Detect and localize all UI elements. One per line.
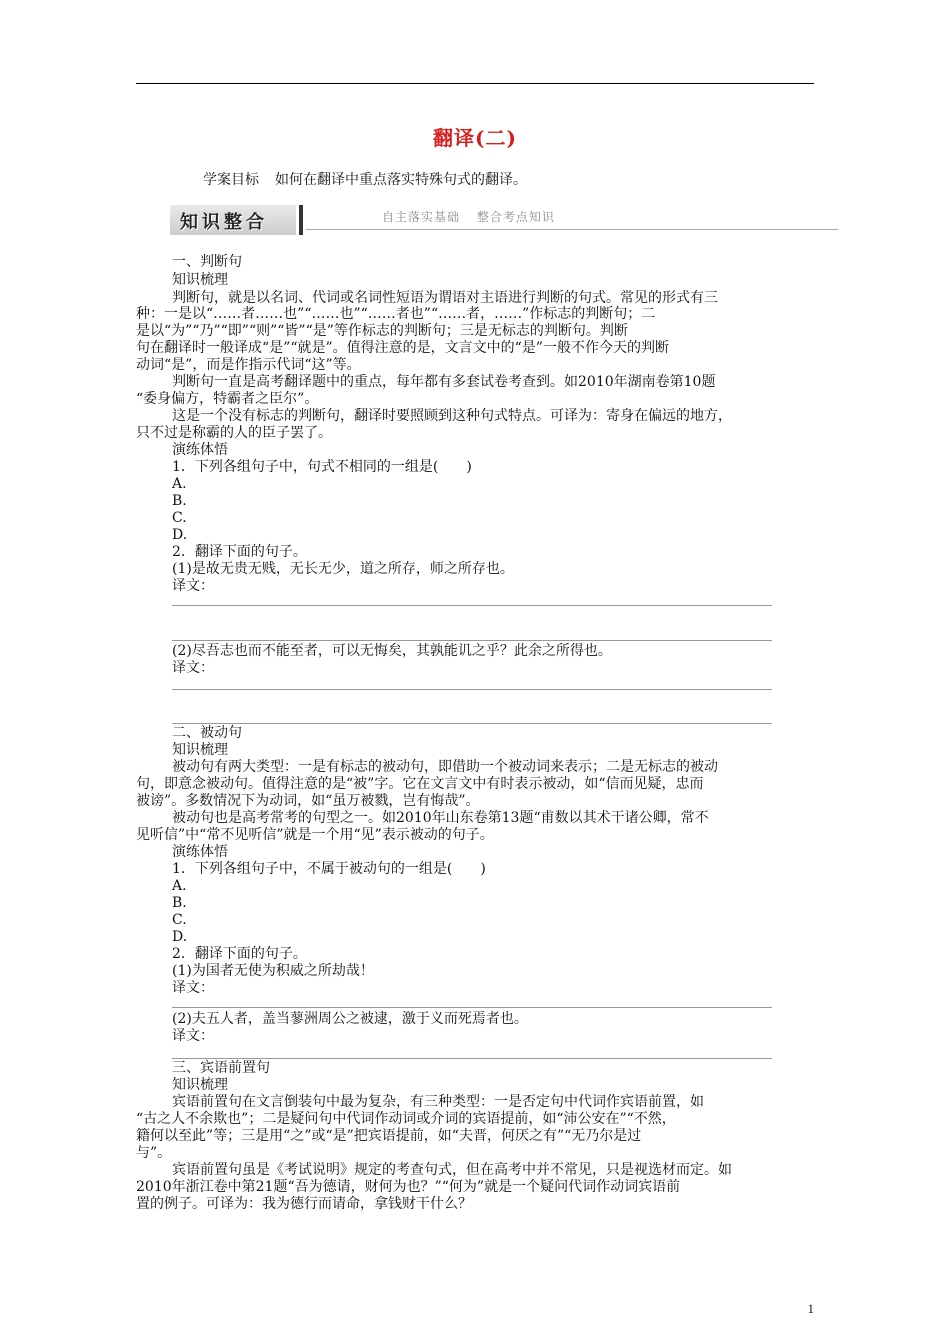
- option-d: D.: [172, 929, 188, 945]
- paragraph-line: 这是一个没有标志的判断句，翻译时要照顾到这种句式特点。可译为：寄身在偏远的地方，: [172, 408, 732, 424]
- question: 2．翻译下面的句子。: [172, 946, 307, 962]
- section-heading: 二、被动句: [172, 725, 242, 741]
- translation-label: 译文：: [172, 660, 214, 676]
- subheading: 知识梳理: [172, 742, 228, 758]
- option-a: A.: [172, 878, 187, 894]
- option-a: A.: [172, 476, 187, 492]
- banner-subtitle: 自主落实基础 整合考点知识: [382, 210, 555, 224]
- paragraph-line: 籍何以至此”等；三是用“之”或“是”把宾语提前，如“夫晋，何厌之有”“无乃尔是过: [136, 1128, 642, 1144]
- paragraph-line: 被谤”。多数情况下为动词，如“虽万被戮，岂有悔哉”。: [136, 793, 480, 809]
- subheading: 知识梳理: [172, 272, 228, 288]
- header-rule: [136, 83, 814, 84]
- paragraph-line: 判断句一直是高考翻译题中的重点，每年都有多套试卷考查到。如2010年湖南卷第10题: [172, 374, 716, 390]
- paragraph-line: 种：一是以“……者……也”“……也”“……者也”“……者，……”作标志的判断句；二: [136, 306, 656, 322]
- section-heading: 三、宾语前置句: [172, 1060, 270, 1076]
- paragraph-line: 被动句有两大类型：一是有标志的被动句，即借助一个被动词来表示；二是无标志的被动: [172, 759, 718, 775]
- sentence: (1)是故无贵无贱，无长无少，道之所存，师之所存也。: [172, 561, 514, 577]
- paragraph-line: 动词“是”，而是作指示代词“这”等。: [136, 357, 361, 373]
- answer-blank-line: [172, 640, 772, 641]
- page-number: 1: [807, 1301, 814, 1316]
- answer-blank-line: [172, 1058, 772, 1059]
- translation-label: 译文：: [172, 1028, 214, 1044]
- paragraph-line: 宾语前置句在文言倒装句中最为复杂，有三种类型：一是否定句中代词作宾语前置，如: [172, 1094, 704, 1110]
- page-title: 翻译(二): [433, 126, 517, 150]
- subheading: 演练体悟: [172, 442, 228, 458]
- sentence: (1)为国者无使为积威之所劫哉！: [172, 963, 374, 979]
- paragraph-line: 是以“为”“乃”“即”“则”“皆”“是”等作标志的判断句；三是无标志的判断句。判断: [136, 323, 628, 339]
- answer-blank-line: [172, 1007, 772, 1008]
- paragraph-line: “委身偏方，特霸者之臣尔”。: [136, 391, 319, 407]
- paragraph-line: 只不过是称霸的人的臣子罢了。: [136, 425, 332, 441]
- paragraph-line: 被动句也是高考常考的句型之一。如2010年山东卷第13题“甫数以其术干诸公卿，常不: [172, 810, 709, 826]
- question: 2．翻译下面的句子。: [172, 544, 307, 560]
- translation-label: 译文：: [172, 578, 214, 594]
- goal-text: 如何在翻译中重点落实特殊句式的翻译。: [275, 172, 527, 188]
- question: 1．下列各组句子中，不属于被动句的一组是( ): [172, 861, 486, 877]
- banner-title: 知识整合: [180, 212, 268, 233]
- option-b: B.: [172, 493, 187, 509]
- option-d: D.: [172, 527, 188, 543]
- option-c: C.: [172, 510, 187, 526]
- option-b: B.: [172, 895, 187, 911]
- answer-blank-line: [172, 605, 772, 606]
- translation-label: 译文：: [172, 980, 214, 996]
- sentence: (2)夫五人者，盖当蓼洲周公之被逮，激于义而死焉者也。: [172, 1011, 528, 1027]
- option-c: C.: [172, 912, 187, 928]
- paragraph-line: 与”。: [136, 1145, 172, 1161]
- paragraph-line: 置的例子。可译为：我为德行而请命，拿钱财干什么？: [136, 1196, 472, 1212]
- section-banner: [170, 202, 838, 238]
- study-goal: [203, 169, 527, 189]
- paragraph-line: 句在翻译时一般译成“是”“就是”。值得注意的是，文言文中的“是”一般不作今天的判断: [136, 340, 669, 356]
- answer-blank-line: [172, 689, 772, 690]
- sentence: (2)尽吾志也而不能至者，可以无悔矣，其孰能讥之乎？此余之所得也。: [172, 643, 612, 659]
- paragraph-line: 2010年浙江卷中第21题“吾为德请，财何为也？”“何为”就是一个疑问代词作动词宾语前: [136, 1179, 681, 1195]
- paragraph-line: 判断句，就是以名词、代词或名词性短语为谓语对主语进行判断的句式。常见的形式有三: [172, 290, 718, 306]
- subheading: 知识梳理: [172, 1077, 228, 1093]
- paragraph-line: 宾语前置句虽是《考试说明》规定的考查句式，但在高考中并不常见，只是视选材而定。如: [172, 1162, 732, 1178]
- answer-blank-line: [172, 723, 772, 724]
- section-heading: 一、判断句: [172, 254, 242, 270]
- question: 1．下列各组句子中，句式不相同的一组是( ): [172, 459, 472, 475]
- subheading: 演练体悟: [172, 844, 228, 860]
- paragraph-line: 句，即意念被动句。值得注意的是“被”字。它在文言文中有时表示被动，如“信而见疑，忠而: [136, 776, 704, 792]
- goal-label: 学案目标: [203, 172, 259, 188]
- paragraph-line: 见听信”中“常不见听信”就是一个用“见”表示被动的句子。: [136, 827, 494, 843]
- paragraph-line: “古之人不余欺也”；二是疑问句中代词作动词或介词的宾语提前，如“沛公安在”“不然，: [136, 1111, 676, 1127]
